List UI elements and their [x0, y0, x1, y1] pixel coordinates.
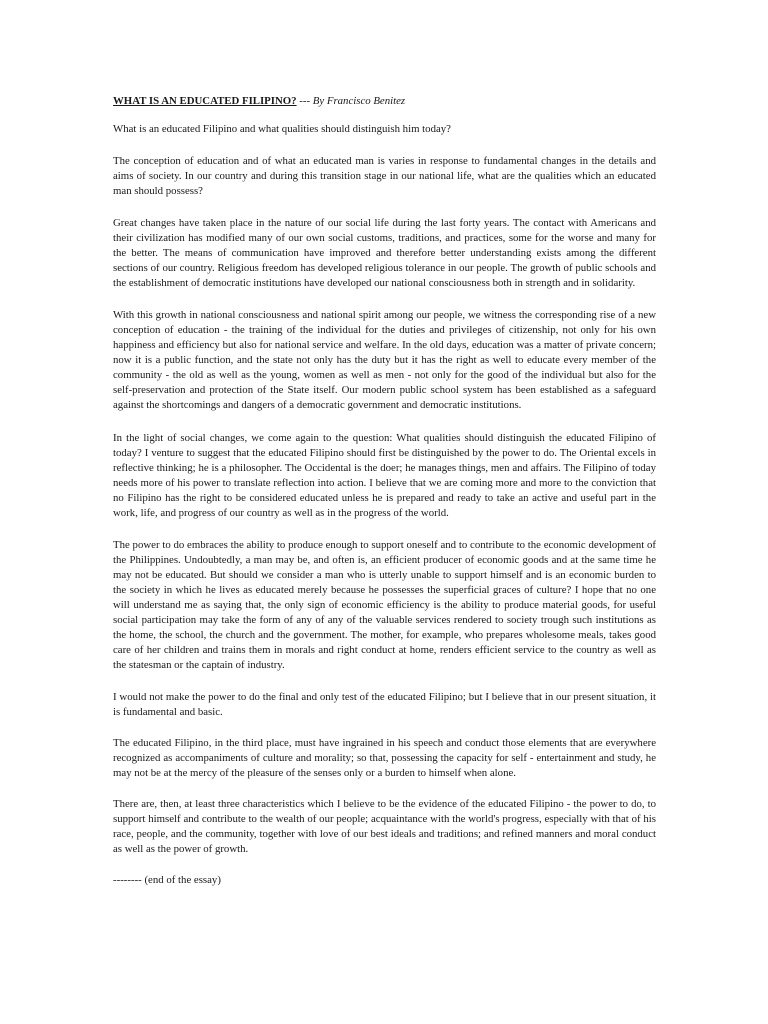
essay-author: By Francisco Benitez: [312, 95, 406, 107]
title-separator: ---: [296, 95, 313, 107]
essay-body: [113, 94, 656, 888]
paragraph-5: The power to do embraces the ability to produce enough to support oneself and to contribute to the economic development of the Philippines. Undoubtedly, a man may be, and often is, an efficient producer of economic goods and at the same time he may not be educated. But should we consider a man who is utterly unable to support himself and is an economic burden to the society in which he lives as educated merely because he possesses the superficial graces of culture? I hope that no one will understand me as saying that, the only sign of economic efficiency is the ability to produce material goods, for useful social participation may take the form of any of any of the valuable services rendered to society trough such institutions as the home, the school, the church and the government. The mother, for example, who prepares wholesome meals, takes good care of her children and trains them in morals and right conduct at home, renders efficient service to the country as well as the statesman or the captain of industry.: [113, 539, 656, 671]
paragraph-8: There are, then, at least three characteristics which I believe to be the evidence of the educated Filipino - the power to do, to support himself and contribute to the wealth of our people; acquaintance with the world's progress, especially with that of his race, people, and the community, together with love of our best ideals and traditions; and refined manners and moral conduct as well as the power of growth.: [113, 798, 656, 855]
paragraph-4: In the light of social changes, we come again to the question: What qualities should distinguish the educated Filipino of today? I venture to suggest that the educated Filipino should first be distinguished by the power to do. The Oriental excels in reflective thinking; he is a philosopher. The Occidental is the doer; he manages things, men and affairs. The Filipino of today needs more of his power to translate reflection into action. I believe that we are coming more and more to the conviction that no Filipino has the right to be considered educated unless he is prepared and ready to take an active and useful part in the work, life, and progress of our country as well as in the progress of the world.: [113, 432, 656, 519]
paragraph-2: Great changes have taken place in the nature of our social life during the last forty years. The contact with Americans and their civilization has modified many of our own social customs, traditions, and practices, some for the worse and many for the better. The means of communication have improved and therefore better understanding exists among the different sections of our country. Religious freedom has developed religious tolerance in our people. The growth of public schools and the establishment of democratic institutions have developed our national consciousness both in strength and in solidarity.: [113, 217, 656, 289]
paragraph-7: The educated Filipino, in the third place, must have ingrained in his speech and conduct those elements that are everywhere recognized as accompaniments of culture and morality; so that, possessing the capacity for self - entertainment and study, he may not be at the mercy of the pleasure of the senses only or a burden to himself when alone.: [113, 737, 656, 779]
paragraph-1: The conception of education and of what an educated man is varies in response to fundamental changes in the details and aims of society. In our country and during this transition stage in our national life, what are the qualities which an educated man should possess?: [113, 155, 656, 197]
paragraph-6: I would not make the power to do the final and only test of the educated Filipino; but I believe that in our present situation, it is fundamental and basic.: [113, 691, 656, 718]
end-note: -------- (end of the essay): [113, 874, 221, 886]
opening-question: What is an educated Filipino and what qualities should distinguish him today?: [113, 123, 451, 135]
paragraph-3: With this growth in national consciousness and national spirit among our people, we witness the corresponding rise of a new conception of education - the training of the individual for the duties and privileges of citizenship, not only for his own happiness and efficiency but also for national service and welfare. In the old days, education was a matter of private concern; now it is a public function, and the state not only has the duty but it has the right as well to educate every member of the community - the old as well as the young, women as well as men - not only for the good of the individual but also for the self-preservation and protection of the State itself. Our modern public school system has been established as a safeguard against the shortcomings and dangers of a democratic government and democratic institutions.: [113, 309, 656, 411]
essay-title: WHAT IS AN EDUCATED FILIPINO?: [113, 95, 297, 107]
essay-heading: [113, 94, 656, 109]
